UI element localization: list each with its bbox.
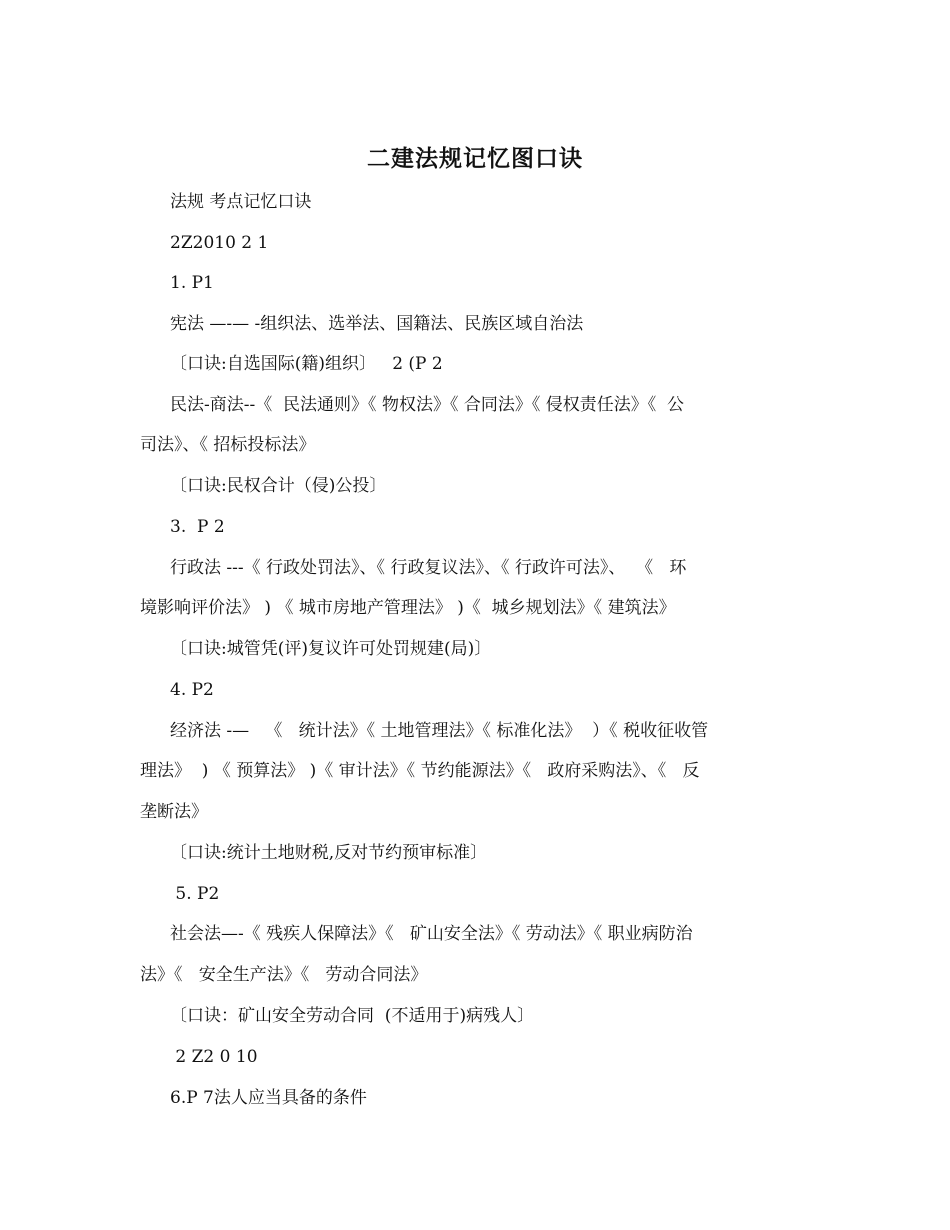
text-line: 司法》、《 招标投标法》 — [140, 435, 316, 455]
text-line: 6.P 7法人应当具备的条件 — [170, 1088, 367, 1108]
document-title: 二建法规记忆图口诀 — [367, 145, 583, 172]
text-line: 5. P2 — [170, 884, 220, 904]
text-line: 社会法—-《 残疾人保障法》《 矿山安全法》《 劳动法》《 职业病防治 — [170, 924, 693, 944]
text-line: 1. P1 — [170, 273, 214, 293]
text-line: 经济法 -— 《 统计法》《 土地管理法》《 标准化法》 ）《 税收征收管 — [170, 721, 709, 741]
text-line: 2 Z2 0 10 — [170, 1047, 258, 1067]
text-line: 境影响评价法》 ) 《 城市房地产管理法》 )《 城乡规划法》《 建筑法》 — [140, 598, 676, 618]
text-line: 民法-商法--《 民法通则》《 物权法》《 合同法》《 侵权责任法》《 公 — [170, 395, 685, 415]
text-line: 行政法 ---《 行政处罚法》、《 行政复议法》、《 行政许可法》、 《 环 — [170, 558, 687, 578]
text-line: 〔口诀:民权合计（侵)公投〕 — [170, 476, 387, 496]
text-line: 〔口诀:城管凭(评)复议许可处罚规建(局)〕 — [170, 639, 492, 659]
text-line: 宪法 —-— -组织法、选举法、国籍法、民族区域自治法 — [170, 314, 584, 334]
text-line: 〔口诀:自选国际(籍)组织〕 2 (P 2 — [170, 354, 443, 374]
text-line: 法》《 安全生产法》《 劳动合同法》 — [140, 965, 428, 985]
text-line: 3. P 2 — [170, 517, 225, 537]
text-line: 2Z2010 2 1 — [170, 233, 269, 253]
text-line: 〔口诀:统计土地财税,反对节约预审标准〕 — [170, 843, 488, 863]
text-line: 〔口诀：矿山安全劳动合同 (不适用于)病残人〕 — [170, 1006, 535, 1026]
text-line: 理法》 ) 《 预算法》 )《 审计法》《 节约能源法》《 政府采购法》、《 反 — [140, 761, 700, 781]
text-line: 法规 考点记忆口诀 — [170, 192, 312, 212]
text-line: 垄断法》 — [140, 802, 208, 822]
text-line: 4. P2 — [170, 680, 214, 700]
